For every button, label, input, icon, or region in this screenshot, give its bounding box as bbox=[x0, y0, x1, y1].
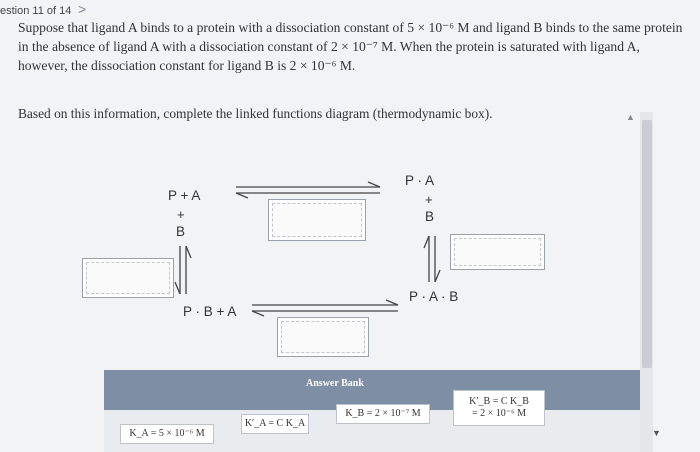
top-right-species: P · A bbox=[405, 173, 435, 188]
scroll-up-icon[interactable]: ▲ bbox=[626, 112, 635, 122]
drop-target-right[interactable] bbox=[450, 234, 545, 270]
top-left-species: P + A bbox=[168, 188, 201, 203]
answer-tile-ka-prime[interactable]: K′_A = C K_A bbox=[241, 414, 309, 434]
scroll-down-icon[interactable]: ▼ bbox=[652, 428, 661, 438]
answer-tile-kb-prime-line1: K′_B = C K_B bbox=[469, 396, 529, 407]
top-right-plus: + bbox=[425, 192, 433, 207]
answer-bank-title: Answer Bank bbox=[306, 378, 364, 389]
drop-target-bottom[interactable] bbox=[277, 317, 369, 357]
bottom-left-species: P · B + A bbox=[183, 304, 237, 319]
question-text: Suppose that ligand A binds to a protein with a dissociation constant of 5 × 10⁻⁶ M and ligand B binds to the same protein in the absence of ligand A with a dissociation constant of 2 × 10⁻⁷ M. When the protein is saturated with ligand A, however, the dissociation constant for ligand B is 2 × 10⁻⁶ M. bbox=[18, 20, 683, 73]
question-counter: estion 11 of 14 bbox=[0, 5, 72, 17]
answer-tile-kb[interactable]: K_B = 2 × 10⁻⁷ M bbox=[336, 404, 430, 424]
drop-target-top[interactable] bbox=[268, 199, 366, 241]
answer-tile-ka[interactable]: K_A = 5 × 10⁻⁶ M bbox=[120, 424, 214, 444]
answer-tile-kb-prime[interactable] bbox=[453, 390, 545, 426]
bottom-right-species: P · A · B bbox=[409, 289, 459, 304]
question-prompt: Based on this information, complete the linked functions diagram (thermodynamic box). bbox=[18, 106, 493, 121]
top-left-plus: + bbox=[177, 207, 185, 222]
top-right-ligand-b: B bbox=[425, 209, 435, 224]
drop-target-left[interactable] bbox=[82, 258, 174, 298]
answer-tile-kb-prime-line2: = 2 × 10⁻⁶ M bbox=[472, 408, 526, 419]
scrollbar-thumb[interactable] bbox=[642, 120, 652, 368]
top-left-ligand-b: B bbox=[176, 224, 186, 239]
next-question-chevron-icon[interactable]: > bbox=[78, 1, 87, 17]
